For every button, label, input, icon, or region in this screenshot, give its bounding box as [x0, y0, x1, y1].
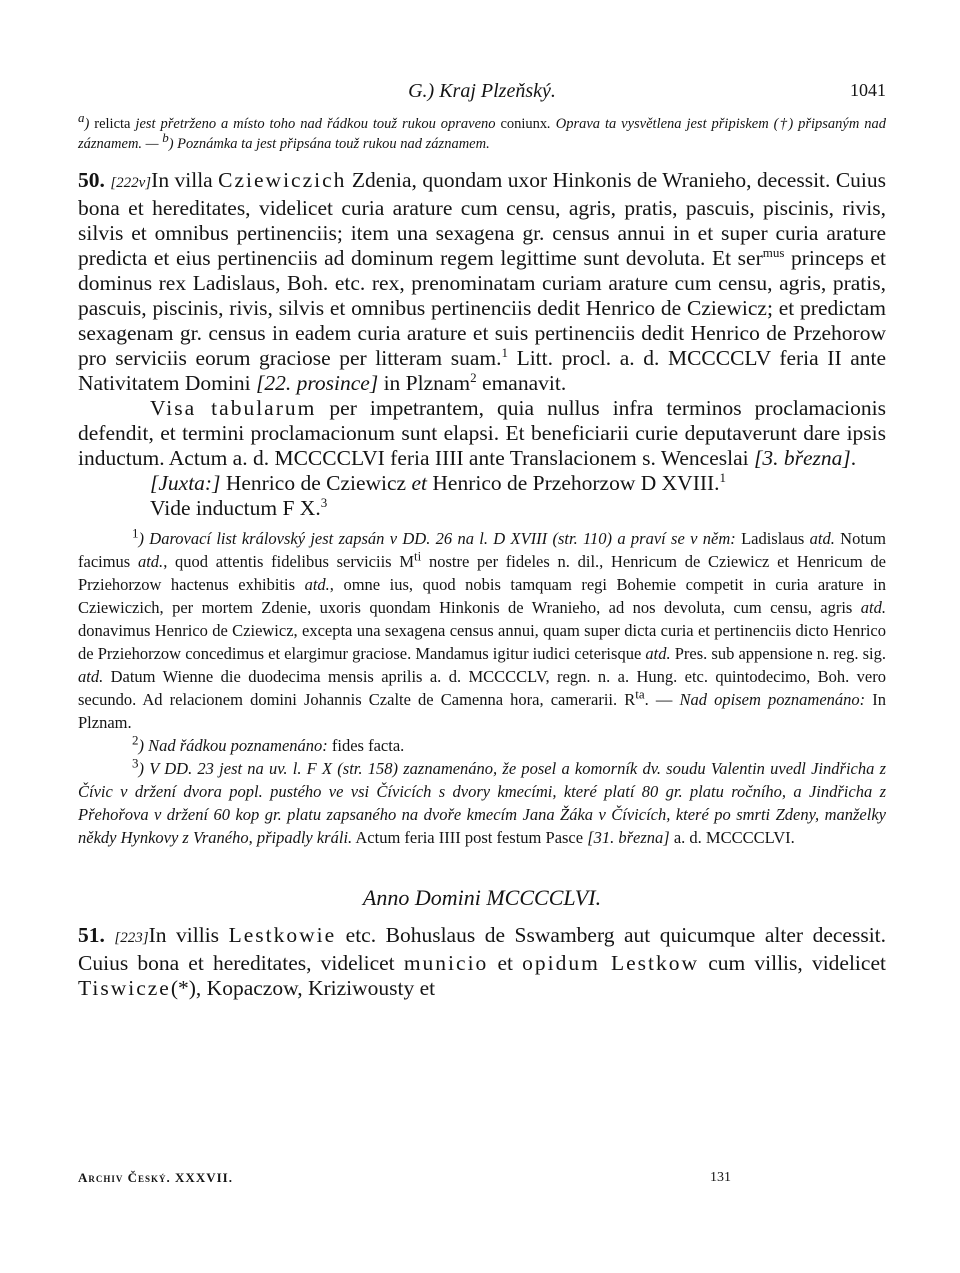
entry-number: 51.: [78, 923, 105, 947]
text: a. d. MCCCCLVI.: [669, 828, 795, 847]
page-footer: [78, 1170, 886, 1190]
text: ) Darovací list královský jest zapsán v DD. 26 na l. D XVIII (str. 110) a praví se v něm:: [138, 529, 736, 548]
italic-et: et: [411, 471, 428, 495]
footnote-1: [78, 527, 886, 734]
running-title: G.) Kraj Plzeňský.: [408, 80, 556, 102]
text: In villis: [148, 923, 229, 947]
spaced-name: municio: [403, 951, 489, 975]
text: etc. Bohuslaus de Sswamberg aut quicumque alter decessit. Cuius bona et hereditates, videlicet: [78, 923, 887, 975]
text: . —: [644, 690, 680, 709]
text: cum villis, videlicet: [699, 951, 886, 975]
text: atd.: [809, 529, 835, 548]
year-heading: Anno Domini MCCCCLVI.: [362, 885, 602, 910]
sheet-number: 131: [710, 1170, 731, 1185]
juxta-label: [Juxta:]: [150, 471, 221, 495]
text: Nad opisem poznamenáno:: [679, 690, 866, 709]
footnote-mark: 1: [132, 525, 139, 541]
text: Litt. procl. a. d. MCCCCLV feria II ante Nativitatem Domini: [78, 346, 887, 395]
entry-51-paragraph: [78, 923, 886, 1001]
text: , omne ius, quod nobis tamquam regi Bohemie competit in curia arature in Cziewiczich, per mortem Zdenie, uxoris quondam Hinkonis de Wranieho, ad nos devoluta, cum censu, agris: [78, 575, 886, 617]
entry-50-paragraph-2: [78, 396, 886, 471]
superscript: mus: [762, 244, 785, 260]
text: In villa: [151, 168, 219, 192]
note-a-part2: jest přetrženo a místo toho nad řádkou touž rukou opraveno: [130, 116, 501, 132]
text: (*), Kopaczow, Kriziwousty et: [170, 976, 436, 1000]
text: .: [850, 446, 857, 470]
footnote-ref: 1: [501, 344, 508, 360]
text: Ladislaus: [735, 529, 810, 548]
text: princeps et dominus rex Ladislaus, Boh. etc. rex, prenominatam curiam arature cum censu, agris, pratis, pascuis, piscinis, rivis, silvis et omnibus pertinenciis dedit Henrico de Cziewicz; et predictam sexagenam gr. census in eadem curia arature et suis pertinenciis dedit Henrico de Przehorow pro serviciis eorum graciose per litteram suam.: [78, 246, 886, 370]
footnote-ref: 2: [470, 369, 477, 385]
text: atd.: [137, 552, 164, 571]
folio-mark: [223]: [114, 930, 149, 946]
running-header: [78, 80, 886, 114]
entry-50-paragraph-1: [78, 168, 886, 396]
text: Henrico de Cziewicz: [220, 471, 412, 495]
footnote-ref: 1: [719, 469, 727, 485]
spaced-text: Visa tabularum: [150, 396, 317, 420]
text: In Plznam.: [78, 690, 887, 732]
footnote-2: [78, 734, 886, 757]
text: per impetrantem, quia nullus infra terminos proclamacionis defendit, et termini proclamacionum sunt elapsi. Et beneficiarii curie deputaverunt dare ipsis inductum. Actum a. d. MCCCCLVI feria IIII ante Translacionem s. Wenceslai: [78, 396, 886, 470]
text: fides facta.: [327, 736, 405, 755]
note-a-part1: ): [84, 116, 95, 132]
text: atd.: [645, 644, 671, 663]
note-a-relicta: relicta: [94, 116, 131, 132]
text: nostre per fideles n. dil., Henricum de Cziewicz et Henricum de Prziehorzow hactenus exhibitis: [78, 552, 887, 594]
text: atd.: [304, 575, 330, 594]
text: ) Nad řádkou poznamenáno:: [138, 736, 328, 755]
footnote-mark: 2: [132, 732, 139, 748]
text: Henrico de Przehorzow D XVIII.: [427, 471, 720, 495]
text: ) V DD. 23 jest na uv. l. F X (str. 158) zaznamenáno, že posel a komorník dv. soudu Valentin uvedl Jindřicha z Čívic v držení dvora popl. pustého ve vsi Čívicích s dvory kmecími, které platí 80 gr. platu ročního, a Jindřicha z Přehořova v držení 60 kop gr. platu zapsaného na dvoře kmecím Jana Žáka v Čívicích, které po smrti Zdeny, manželky někdy Hynkovy z Vraného, připadly králi.: [78, 759, 886, 847]
note-mark-b: b: [162, 130, 169, 146]
text: Datum Wienne die duodecima mensis aprilis a. d. MCCCCLV, regn. n. a. Hung. etc. quintodecimo, Boh. vero secundo. Ad relacionem domini Johannis Czalte de Camenna hora, camerarii. R: [78, 667, 886, 709]
footnote-ref: 3: [320, 494, 328, 510]
superscript: ti: [414, 548, 422, 564]
text: atd.: [860, 598, 886, 617]
text: donavimus Henrico de Cziewicz, excepta una sexagena census annui, quam super dicta curia et pertinenciis dicto Henrico de Prziehorzow concedimus et elargimur graciose. Mandamus igitur iudici ceterisque: [78, 621, 886, 663]
spaced-name: opidum Lestkow: [522, 951, 700, 975]
text: in Plznam: [378, 371, 471, 395]
top-note: [78, 110, 886, 154]
page: [78, 80, 887, 1185]
text: Vide inductum F X.: [150, 496, 321, 520]
signature-mark: Archiv Český. XXXVII.: [78, 1170, 233, 1185]
italic-date: [3. března]: [754, 446, 851, 470]
note-b-text: ) Poznámka ta jest připsána touž rukou nad záznamem.: [168, 136, 490, 152]
superscript: ta: [635, 686, 645, 702]
entry-number: 50.: [78, 168, 105, 192]
text: Pres. sub appensione n. reg. sig.: [670, 644, 886, 663]
text: Actum feria IIII post festum Pasce: [352, 828, 588, 847]
text: et: [488, 951, 523, 975]
footnote-mark: 3: [132, 755, 139, 771]
spaced-name: Cziewiczich: [218, 168, 347, 192]
entry-50: [78, 168, 886, 521]
folio-mark: [222v]: [110, 175, 152, 191]
footnote-3: [78, 757, 886, 849]
note-a-coniunx: coniunx: [500, 116, 548, 132]
spaced-name: Tiswicze: [78, 976, 171, 1000]
text: atd.: [78, 667, 104, 686]
juxta-line: [78, 471, 886, 496]
text: Notum facimus: [78, 529, 886, 571]
text: Zdenia, quondam uxor Hinkonis de Wranieho, decessit. Cuius bona et hereditates, videlicet curia arature cum censu, agris, pratis, pascuis, piscinis, rivis, silvis et omnibus pertinenciis; item una sexagena gr. census annui in et super curia arature predicta et eius pertinenciis ad dominum regem legittime sunt devoluta. Et ser: [78, 168, 887, 270]
note-mark-a: a: [78, 110, 85, 126]
vide-line: [78, 496, 886, 521]
entry-51: [78, 923, 886, 1001]
italic-date: [31. března]: [587, 828, 670, 847]
note-a-part3: . Oprava ta vysvětlena jest připiskem (†) připsaným nad záznamem. —: [78, 116, 886, 152]
page-number: 1041: [850, 80, 886, 100]
text: emanavit.: [476, 371, 567, 395]
italic-date: [22. prosince]: [255, 371, 379, 395]
footnotes: [78, 527, 886, 849]
spaced-name: Lestkowie: [228, 923, 337, 947]
text: , quod attentis fidelibus serviciis M: [163, 552, 414, 571]
